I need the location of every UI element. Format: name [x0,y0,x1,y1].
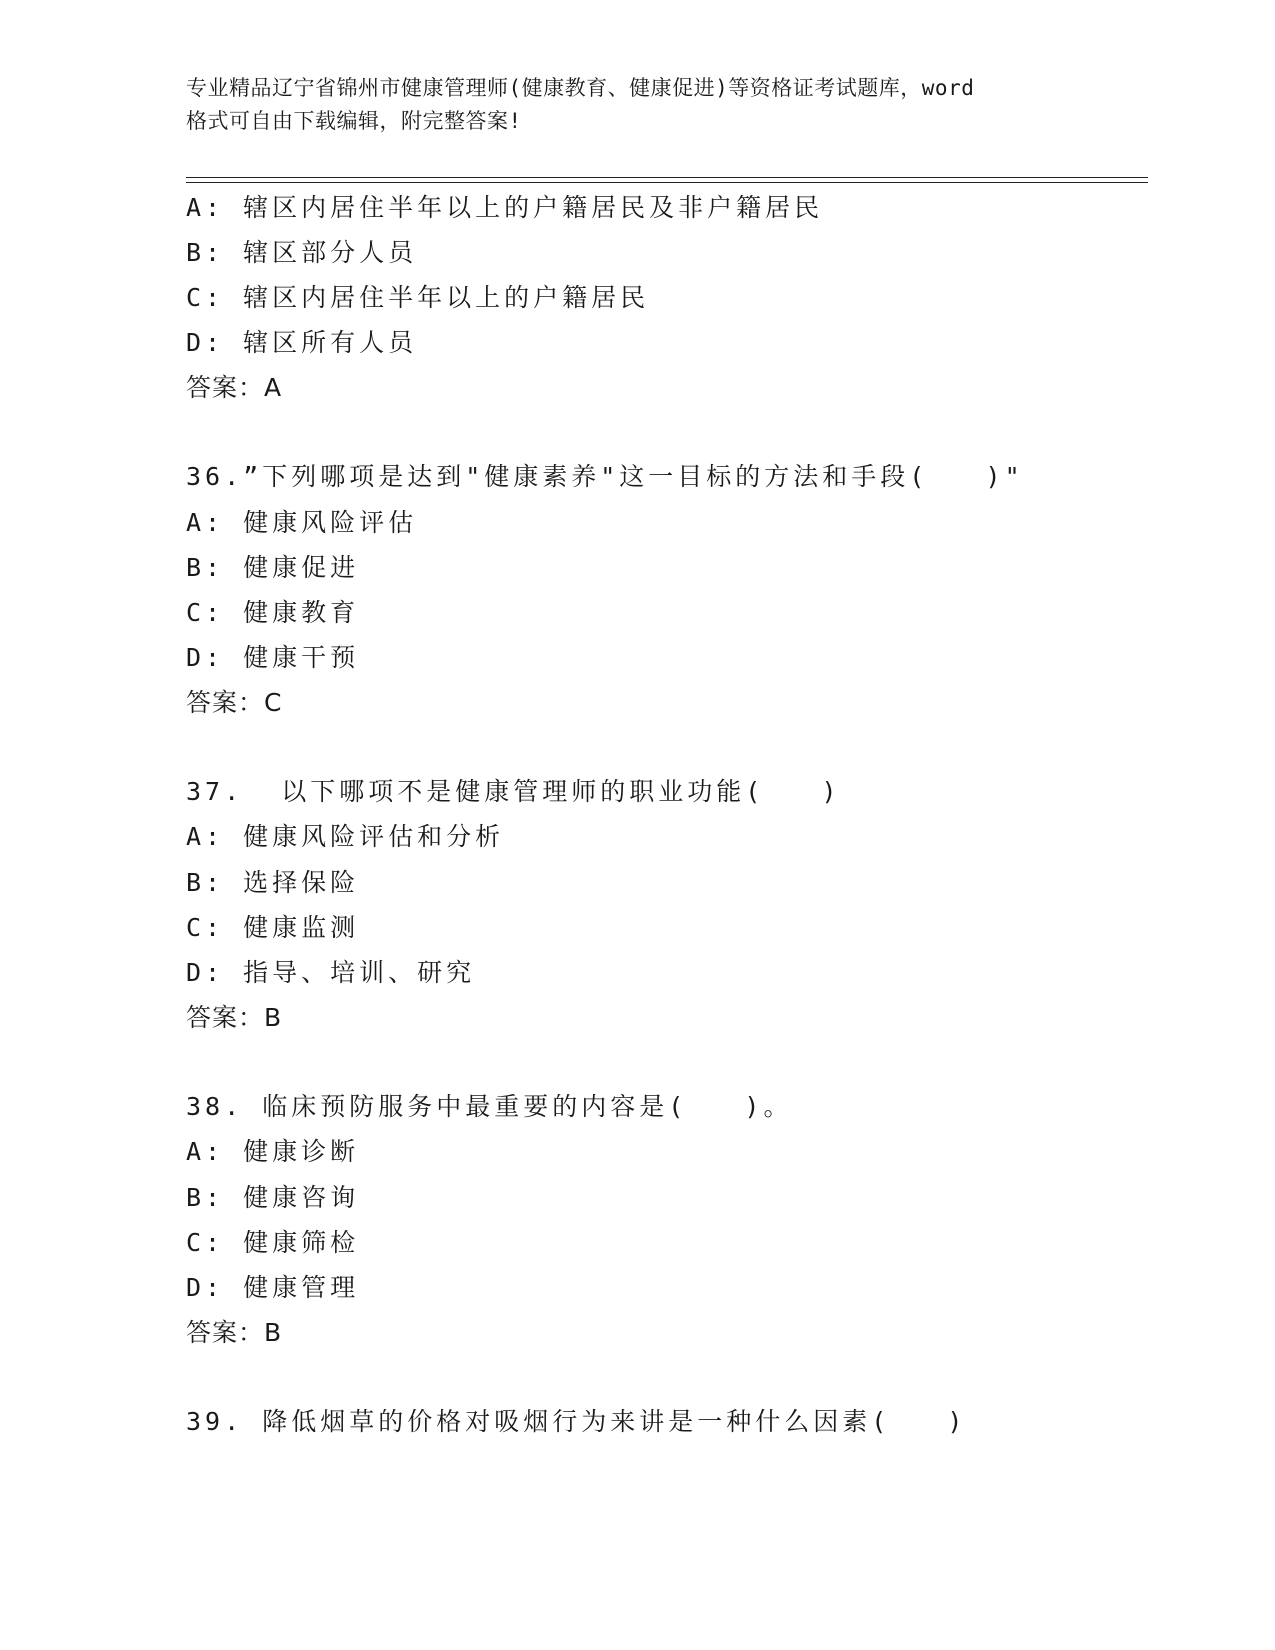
option-c: C: 健康教育 [186,598,360,627]
option-b: B: 健康促进 [186,553,360,582]
option-c: C: 健康筛检 [186,1228,360,1257]
option-a: A: 健康风险评估 [186,508,418,537]
option-a: A: 健康诊断 [186,1137,360,1166]
option-d: D: 健康干预 [186,643,360,672]
option-a: A: 健康风险评估和分析 [186,822,505,851]
option-d: D: 辖区所有人员 [186,328,418,357]
option-b: B: 辖区部分人员 [186,238,418,267]
option-d: D: 健康管理 [186,1273,360,1302]
header-line-1: 专业精品辽宁省锦州市健康管理师(健康教育、健康促进)等资格证考试题库，word [186,76,975,100]
header-line-2: 格式可自由下载编辑，附完整答案! [186,109,522,133]
option-d: D: 指导、培训、研究 [186,958,476,987]
document-header [186,72,1086,138]
answer-line: 答案：A [186,373,283,402]
answer-line: 答案：B [186,1318,283,1347]
question-text: 37. 以下哪项不是健康管理师的职业功能( ) [186,777,841,806]
question-text: 36.”下列哪项是达到"健康素养"这一目标的方法和手段( )" [186,462,1024,491]
question-text: 38. 临床预防服务中最重要的内容是( )。 [186,1092,793,1121]
answer-line: 答案：B [186,1003,283,1032]
option-c: C: 健康监测 [186,913,360,942]
option-b: B: 健康咨询 [186,1183,360,1212]
question-text: 39. 降低烟草的价格对吸烟行为来讲是一种什么因素( ) [186,1407,967,1436]
option-a: A: 辖区内居住半年以上的户籍居民及非户籍居民 [186,193,824,222]
option-b: B: 选择保险 [186,868,360,897]
answer-line: 答案：C [186,688,283,717]
header-rule-top [186,177,1148,178]
header-rule-bottom [186,182,1148,183]
option-c: C: 辖区内居住半年以上的户籍居民 [186,283,650,312]
